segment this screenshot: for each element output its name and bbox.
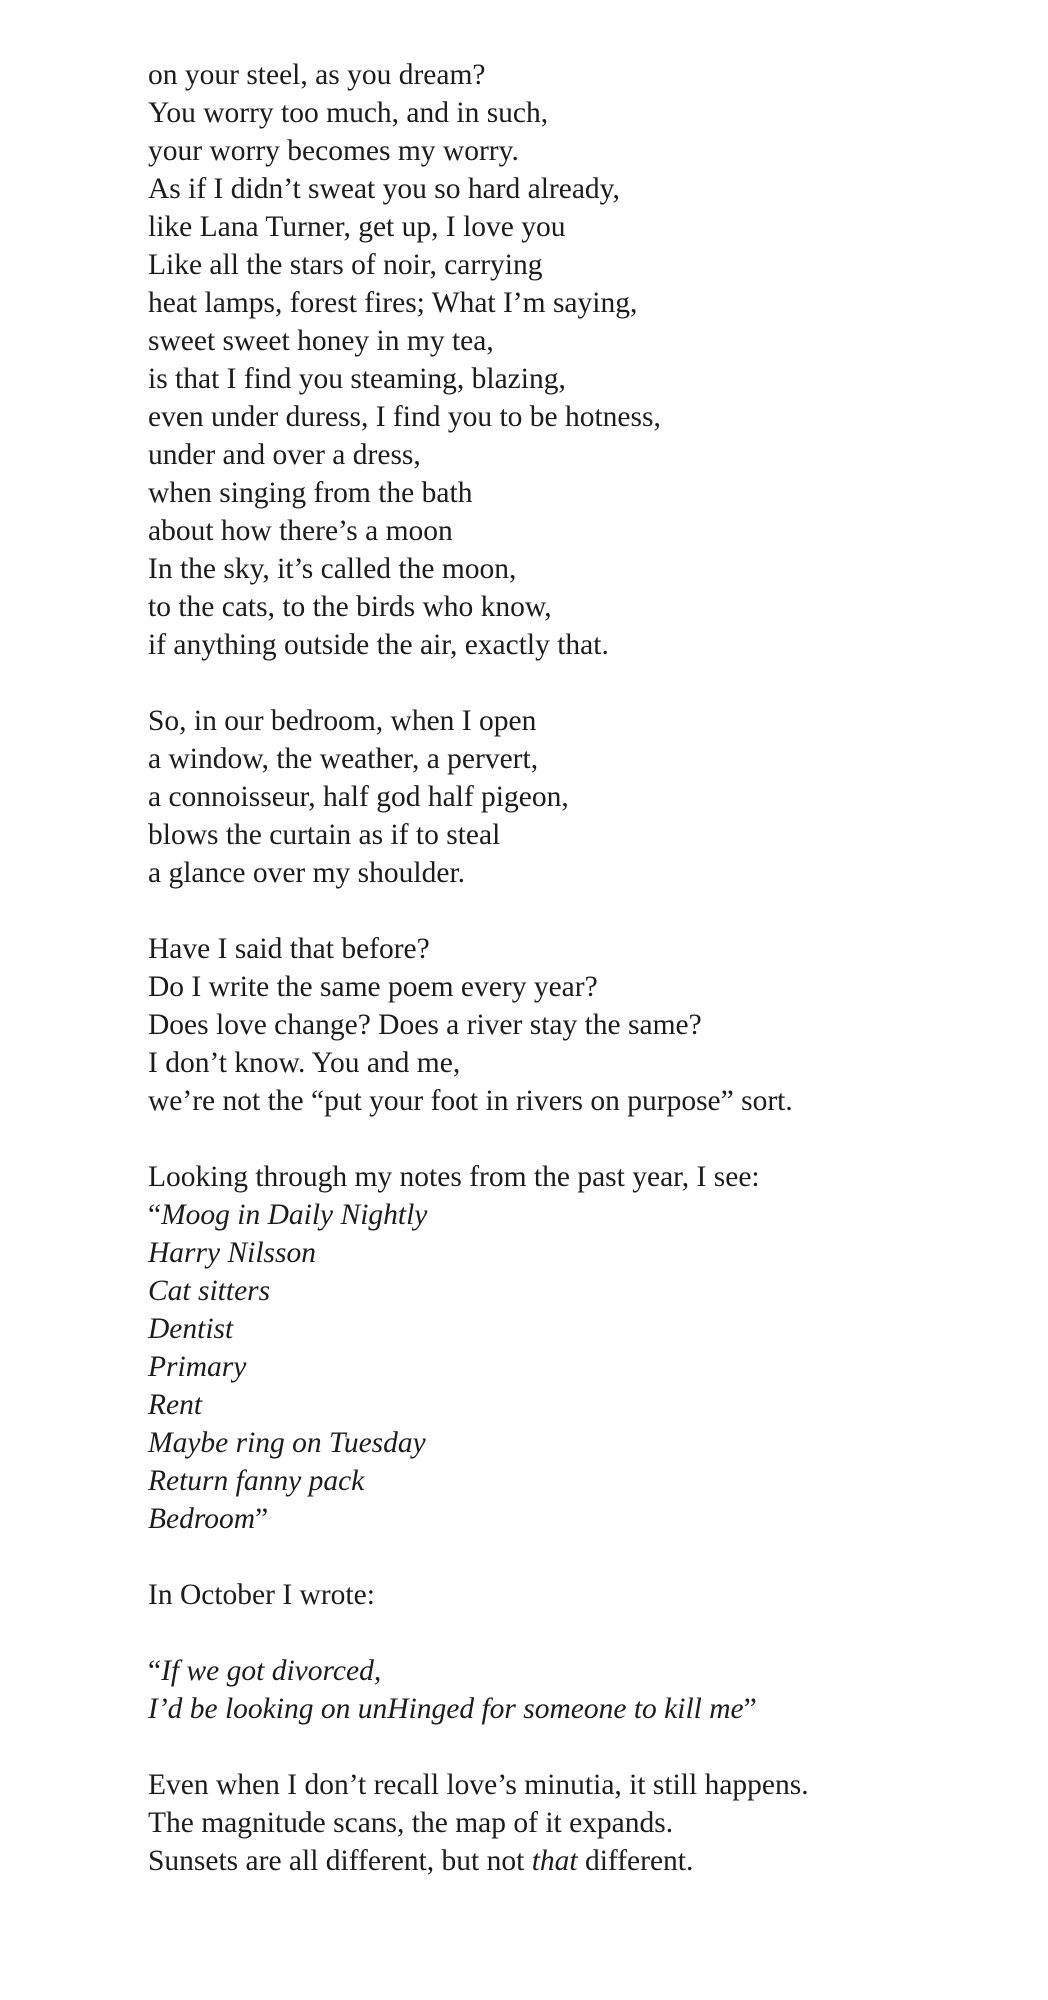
poem-line: Even when I don’t recall love’s minutia, it still happens. (148, 1769, 809, 1801)
note-text: Bedroom (148, 1503, 256, 1535)
poem-line: your worry becomes my worry. (148, 135, 519, 167)
poem-line: a connoisseur, half god half pigeon, (148, 781, 569, 813)
last-line-emphasis: that (531, 1845, 578, 1877)
poem-line-last (148, 1842, 1008, 1880)
poem-line: Like all the stars of noir, carrying (148, 249, 543, 281)
open-quote: “ (148, 1655, 162, 1687)
poem-line: if anything outside the air, exactly that. (148, 629, 609, 661)
stanza-1 (148, 56, 1008, 664)
note-line (148, 1500, 1008, 1538)
note-line (148, 1196, 1008, 1234)
poem-line: even under duress, I find you to be hotness, (148, 401, 661, 433)
note-line: Dentist (148, 1313, 234, 1345)
quoted-text: If we got divorced, (161, 1655, 382, 1687)
poem-line: under and over a dress, (148, 439, 421, 471)
poem-line: blows the curtain as if to steal (148, 819, 501, 851)
note-line: Primary (148, 1351, 247, 1383)
note-line: Maybe ring on Tuesday (148, 1427, 426, 1459)
close-quote: ” (255, 1503, 269, 1535)
open-quote: “ (148, 1199, 162, 1231)
poem-line: about how there’s a moon (148, 515, 453, 547)
poem-line: In October I wrote: (148, 1579, 375, 1611)
poem-line: is that I find you steaming, blazing, (148, 363, 566, 395)
quoted-line (148, 1652, 1008, 1690)
stanza-3 (148, 930, 1008, 1120)
quoted-note-stanza (148, 1652, 1008, 1728)
stanza-october (148, 1576, 1008, 1614)
poem-line: a glance over my shoulder. (148, 857, 466, 889)
last-line-after: different. (577, 1845, 694, 1877)
poem-line: I don’t know. You and me, (148, 1047, 461, 1079)
note-line: Cat sitters (148, 1275, 271, 1307)
note-line: Rent (148, 1389, 203, 1421)
poem-line: Do I write the same poem every year? (148, 971, 598, 1003)
poem-line: Have I said that before? (148, 933, 430, 965)
poem-line: heat lamps, forest fires; What I’m saying, (148, 287, 638, 319)
last-line-before: Sunsets are all different, but not (148, 1845, 532, 1877)
note-line: Harry Nilsson (148, 1237, 317, 1269)
poem-line: on your steel, as you dream? (148, 59, 486, 91)
poem-line: we’re not the “put your foot in rivers on purpose” sort. (148, 1085, 793, 1117)
notes-intro-line: Looking through my notes from the past year, I see: (148, 1161, 760, 1193)
poem-line: a window, the weather, a pervert, (148, 743, 539, 775)
poem-line: You worry too much, and in such, (148, 97, 549, 129)
poem-line: like Lana Turner, get up, I love you (148, 211, 566, 243)
note-line: Return fanny pack (148, 1465, 365, 1497)
poem-line: to the cats, to the birds who know, (148, 591, 552, 623)
poem-line: As if I didn’t sweat you so hard already, (148, 173, 620, 205)
poem-line: Does love change? Does a river stay the same? (148, 1009, 702, 1041)
poem-line: So, in our bedroom, when I open (148, 705, 537, 737)
final-stanza (148, 1766, 1008, 1880)
note-text: Moog in Daily Nightly (161, 1199, 428, 1231)
close-quote: ” (743, 1693, 757, 1725)
stanza-2 (148, 702, 1008, 892)
quoted-text: I’d be looking on unHinged for someone to kill me (148, 1693, 744, 1725)
poem-line: In the sky, it’s called the moon, (148, 553, 517, 585)
notes-stanza (148, 1158, 1008, 1538)
poem-line: The magnitude scans, the map of it expands. (148, 1807, 674, 1839)
poem-line: when singing from the bath (148, 477, 473, 509)
poem-text (148, 56, 1008, 1918)
quoted-line (148, 1690, 1008, 1728)
poem-line: sweet sweet honey in my tea, (148, 325, 494, 357)
